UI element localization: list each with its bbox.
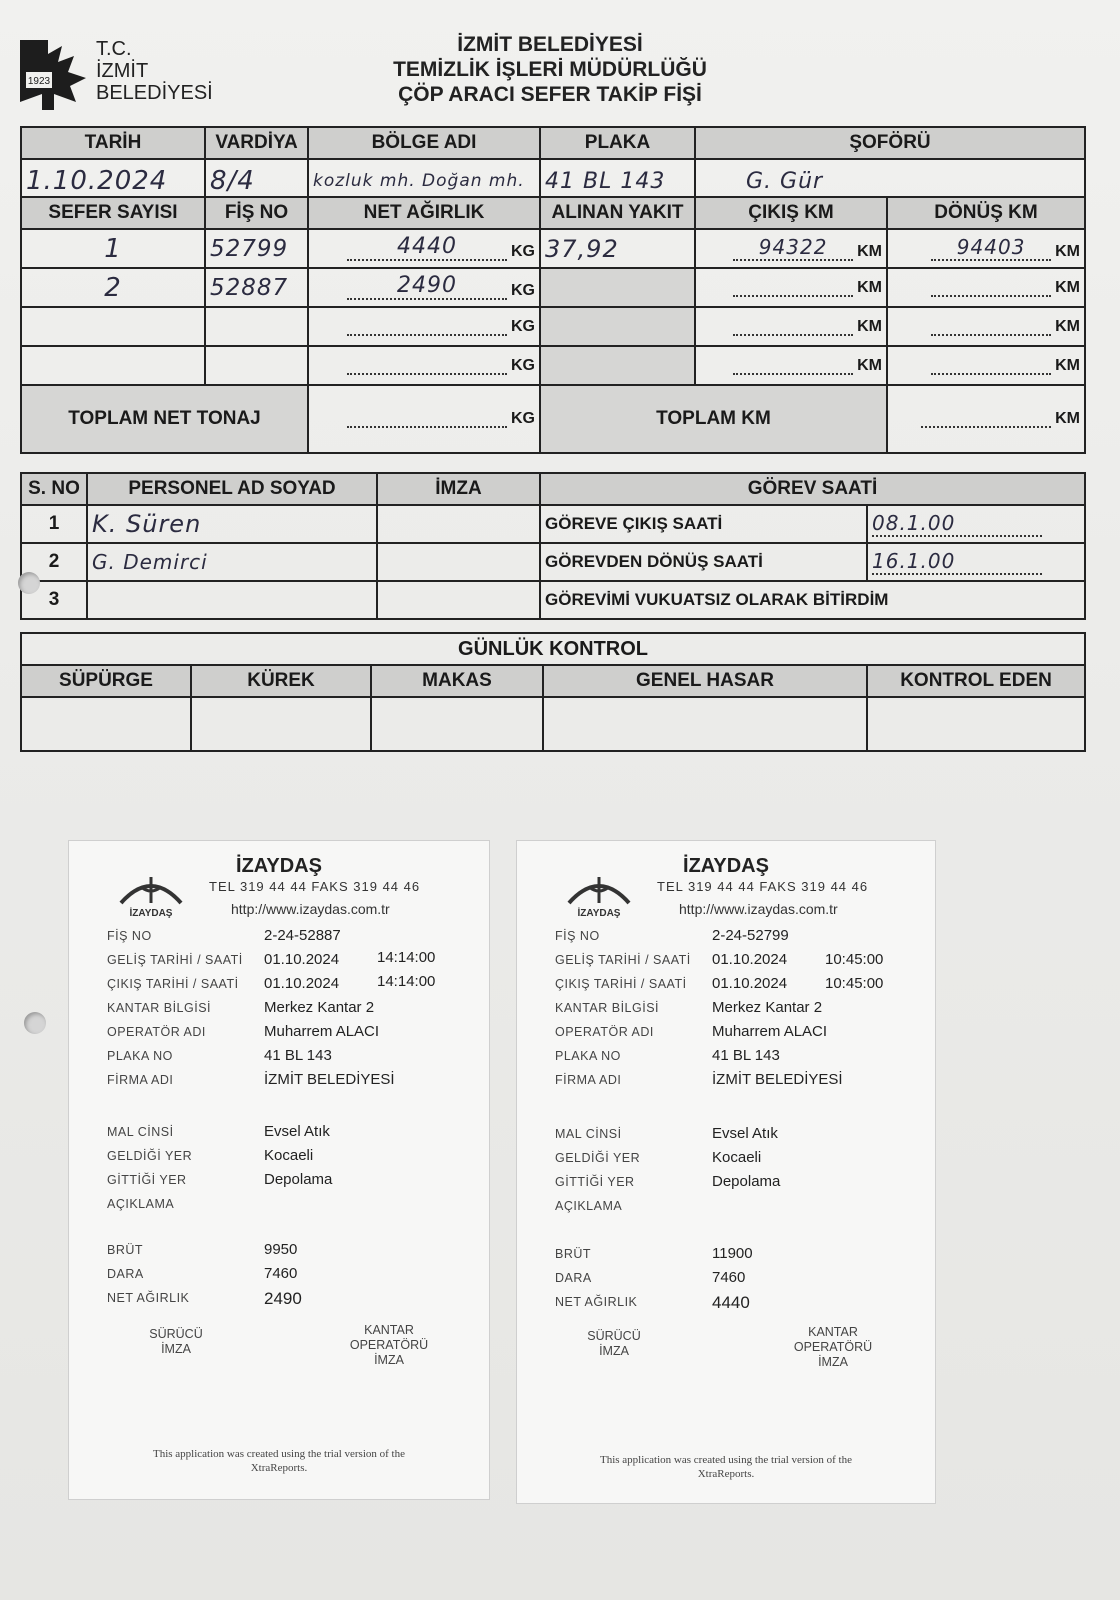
field-value: İZMİT BELEDİYESİ [712,1071,843,1088]
header-imza: İMZA [377,473,540,505]
field-value: 01.10.2024 [264,975,340,992]
logo-year: 1923 [27,76,51,87]
punch-hole [24,1012,46,1034]
weight-label: DARA [555,1271,592,1285]
receipt-logo-text: İZAYDAŞ [577,908,621,919]
header-supurge: SÜPÜRGE [21,665,191,697]
material-value: Evsel Atık [712,1125,778,1142]
field-value: İZMİT BELEDİYESİ [264,1071,395,1088]
vardiya-value: 8/4 [210,166,255,196]
header-genel-hasar: GENEL HASAR [543,665,867,697]
field-label: PLAKA NO [555,1049,621,1063]
field-label: FİRMA ADI [555,1073,622,1087]
header-bolge: BÖLGE ADI [308,127,540,159]
weight-label: NET AĞIRLIK [107,1291,190,1305]
duty-label: GÖREVE ÇIKIŞ SAATİ [540,505,867,543]
field-time: 10:45:00 [825,951,884,968]
duty-label: GÖREVİMİ VUKUATSIZ OLARAK BİTİRDİM [540,581,1085,619]
header-plaka: PLAKA [540,127,695,159]
receipt-footnote: This application was created using the trial version of the XtraReports. [152,1448,405,1474]
table-row [21,543,1085,581]
donus-km-blank [931,277,1051,297]
field-time: 14:14:00 [377,949,436,966]
material-value: Kocaeli [712,1149,762,1166]
unit-km: KM [857,278,882,296]
unit-km: KM [857,242,882,260]
receipt-url: http://www.izaydas.com.tr [679,901,838,917]
total-km-blank [921,408,1051,428]
sno-value: 3 [21,581,87,619]
donus-km-blank [931,316,1051,336]
total-tonaj-blank [347,408,507,428]
sofor-value: G. Gür [746,168,824,194]
driver-signature-label: SÜRÜCÜ İMZA [587,1329,641,1358]
cikis-km-blank [733,355,853,375]
field-label: GELİŞ TARİHİ / SAATİ [107,953,243,967]
unit-km: KM [1055,242,1080,260]
sno-value: 2 [21,543,87,581]
field-value: 2-24-52887 [264,927,341,944]
weight-label: NET AĞIRLIK [555,1295,638,1309]
plaka-value: 41 BL 143 [545,168,666,194]
operator-signature-label: KANTAR OPERATÖRÜ İMZA [349,1323,429,1367]
header-vardiya: VARDİYA [205,127,308,159]
unit-km: KM [1055,356,1080,374]
personel-name: G. Demirci [92,549,208,574]
header-makas: MAKAS [371,665,543,697]
title-line: TEMİZLİK İŞLERİ MÜDÜRLÜĞÜ [393,58,707,81]
field-label: FİRMA ADI [107,1073,174,1087]
table-row [21,346,1085,385]
donus-km-value: 94403 [931,235,1051,261]
field-label: OPERATÖR ADI [555,1025,654,1039]
material-value: Depolama [264,1171,333,1188]
header-sofor: ŞOFÖRÜ [695,127,1085,159]
material-label: GELDİĞİ YER [555,1151,641,1165]
field-value: 01.10.2024 [712,975,788,992]
trips-table [20,196,1086,454]
header-tarih: TARİH [21,127,205,159]
header-net: NET AĞIRLIK [308,197,540,229]
net-weight-value: 4440 [712,1293,750,1312]
weight-value: 11900 [712,1245,753,1262]
table-row [21,505,1085,543]
operator-signature-label: KANTAR OPERATÖRÜ İMZA [793,1325,873,1369]
material-label: AÇIKLAMA [555,1199,623,1213]
duty-value: 16.1.00 [872,549,1042,575]
unit-kg: KG [511,282,535,299]
unit-kg: KG [511,410,535,427]
unit-km: KM [857,356,882,374]
driver-signature-label: SÜRÜCÜ İMZA [149,1327,203,1356]
material-value: Kocaeli [264,1147,314,1164]
net-value: 2490 [347,273,507,300]
field-value: Merkez Kantar 2 [712,999,823,1016]
header-fis: FİŞ NO [205,197,308,229]
header-kurek: KÜREK [191,665,371,697]
field-label: ÇIKIŞ TARİHİ / SAATİ [107,977,239,991]
field-label: KANTAR BİLGİSİ [107,1001,212,1015]
logo-text [96,38,213,104]
receipt-title: İZAYDAŞ [236,855,322,877]
tarih-value: 1.10.2024 [26,166,168,196]
field-value: Merkez Kantar 2 [264,999,375,1016]
receipt-contact: TEL 319 44 44 FAKS 319 44 46 [657,879,869,894]
material-label: GELDİĞİ YER [107,1149,193,1163]
fis-value: 52887 [210,274,289,301]
unit-km: KM [1055,317,1080,335]
izaydas-logo-icon [115,869,187,919]
field-label: PLAKA NO [107,1049,173,1063]
duty-value: 08.1.00 [872,511,1042,537]
field-value: 41 BL 143 [264,1047,332,1064]
header-donus-km: DÖNÜŞ KM [887,197,1085,229]
field-value: 01.10.2024 [712,951,788,968]
unit-kg: KG [511,356,535,374]
material-label: GİTTİĞİ YER [107,1173,187,1187]
header-personel: PERSONEL AD SOYAD [87,473,377,505]
receipt-contact: TEL 319 44 44 FAKS 319 44 46 [209,879,421,894]
weight-label: DARA [107,1267,144,1281]
material-label: MAL CİNSİ [555,1127,622,1141]
field-value: Muharrem ALACI [712,1023,828,1040]
punch-hole [18,572,40,594]
personel-name: K. Süren [92,510,202,538]
net-value: 4440 [347,234,507,261]
unit-km: KM [857,317,882,335]
sefer-value: 2 [104,272,122,303]
total-km-label: TOPLAM KM [540,385,887,453]
info-table [20,126,1086,204]
net-weight-value: 2490 [264,1289,302,1308]
fis-value: 52799 [210,235,289,262]
personnel-table [20,472,1086,620]
unit-kg: KG [511,317,535,335]
receipt-footnote: This application was created using the trial version of the XtraReports. [599,1454,852,1480]
donus-km-blank [931,355,1051,375]
material-label: GİTTİĞİ YER [555,1175,635,1189]
weight-value: 9950 [264,1241,298,1258]
table-row [21,307,1085,346]
maple-leaf-logo-icon [18,36,90,112]
table-row [21,581,1085,619]
header-sefer: SEFER SAYISI [21,197,205,229]
receipt-title: İZAYDAŞ [683,855,769,877]
daily-control-table [20,632,1086,752]
total-tonaj-label: TOPLAM NET TONAJ [21,385,308,453]
field-value: 01.10.2024 [264,951,340,968]
unit-km: KM [1055,410,1080,427]
weight-label: BRÜT [555,1247,592,1261]
receipt-left [68,840,490,1500]
field-time: 10:45:00 [825,975,884,992]
izaydas-logo-icon [563,869,635,919]
field-label: GELİŞ TARİHİ / SAATİ [555,953,691,967]
header-sno: S. NO [21,473,87,505]
page-title [330,32,770,107]
field-label: ÇIKIŞ TARİHİ / SAATİ [555,977,687,991]
weight-label: BRÜT [107,1243,144,1257]
cikis-km-blank [733,316,853,336]
duty-label: GÖREVDEN DÖNÜŞ SAATİ [540,543,867,581]
field-label: FİŞ NO [107,929,152,943]
header-yakit: ALINAN YAKIT [540,197,695,229]
net-blank [347,316,507,336]
weight-value: 7460 [712,1269,746,1286]
field-label: FİŞ NO [555,929,600,943]
sno-value: 1 [21,505,87,543]
receipt-url: http://www.izaydas.com.tr [231,901,390,917]
receipt-right [516,840,936,1504]
header-gorev-saati: GÖREV SAATİ [540,473,1085,505]
field-value: 2-24-52799 [712,927,789,944]
header-cikis-km: ÇIKIŞ KM [695,197,887,229]
material-label: AÇIKLAMA [107,1197,175,1211]
table-row [21,268,1085,307]
sefer-value: 1 [104,233,122,264]
field-time: 14:14:00 [377,973,436,990]
table-row [21,229,1085,268]
daily-title: GÜNLÜK KONTROL [21,633,1085,665]
yakit-value: 37,92 [545,234,619,263]
material-value: Depolama [712,1173,781,1190]
field-value: Muharrem ALACI [264,1023,380,1040]
net-blank [347,355,507,375]
material-label: MAL CİNSİ [107,1125,174,1139]
receipt-logo-text: İZAYDAŞ [129,908,173,919]
weight-value: 7460 [264,1265,298,1282]
unit-kg: KG [511,243,535,260]
field-label: KANTAR BİLGİSİ [555,1001,660,1015]
cikis-km-blank [733,277,853,297]
title-line: ÇÖP ARACI SEFER TAKİP FİŞİ [398,83,702,106]
bolge-value: kozluk mh. Doğan mh. [313,171,525,191]
cikis-km-value: 94322 [733,235,853,261]
field-label: OPERATÖR ADI [107,1025,206,1039]
logo-line: BELEDİYESİ [96,82,213,104]
logo-line: İZMİT [96,60,149,82]
title-line: İZMİT BELEDİYESİ [457,33,643,56]
logo-line: T.C. [96,38,132,60]
unit-km: KM [1055,278,1080,296]
header-kontrol-eden: KONTROL EDEN [867,665,1085,697]
material-value: Evsel Atık [264,1123,330,1140]
field-value: 41 BL 143 [712,1047,780,1064]
